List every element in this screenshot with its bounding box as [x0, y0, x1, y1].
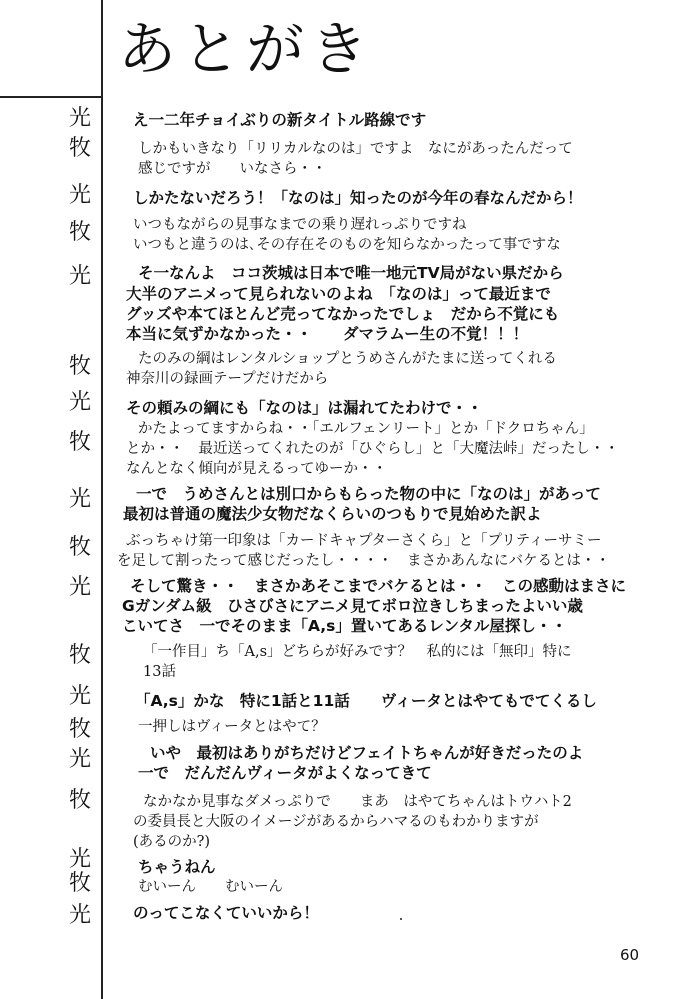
- dialogue-line: 一で だんだんヴィータがよくなってきて: [138, 764, 432, 782]
- speaker-label: 牧: [68, 430, 91, 455]
- speaker-label: 光: [68, 183, 91, 208]
- dialogue-line: のってこなくていいから！: [133, 904, 319, 922]
- dialogue-line: 13話: [143, 664, 176, 680]
- dialogue-line: を足して割ったって感じだったし・・・・ まさかあんなにバケるとは・・: [117, 553, 610, 569]
- dialogue-line: ぶっちゃけ第一印象は「カードキャプターさくら」と「プリティーサミー: [126, 533, 602, 549]
- ink-speck: [400, 918, 402, 920]
- speaker-label: 光: [68, 747, 91, 772]
- dialogue-line: え一二年チョイぶりの新タイトル路線です: [133, 111, 427, 129]
- speaker-label: 牧: [68, 535, 91, 560]
- dialogue-line: とか・・ 最近送ってくれたのが「ひぐらし」と「大魔法峠」だったし・・: [126, 441, 619, 457]
- dialogue-line: 「A,s」かな 特に1話と11話 ヴィータとはやてもでてくるし: [135, 692, 597, 710]
- dialogue-line: の委員長と大阪のイメージがあるからハマるのもわかりますが: [133, 814, 539, 830]
- speaker-label: 光: [68, 684, 91, 709]
- speaker-label: 牧: [68, 788, 91, 813]
- speaker-label: 牧: [68, 871, 91, 896]
- speaker-label: 牧: [68, 354, 91, 379]
- speaker-label: 光: [68, 575, 91, 600]
- dialogue-line: むいーん むいーん: [138, 879, 283, 895]
- dialogue-line: そ一なんよ ココ茨城は日本で唯一地元TV局がない県だから: [138, 264, 564, 282]
- dialogue-line: いつもと違うのは､その存在そのものを知らなかったって事ですな: [133, 237, 561, 253]
- dialogue-line: こいてさ 一でそのまま「A,s」置いてあるレンタル屋探し・・: [122, 617, 567, 635]
- dialogue-line: かたよってますからね・・「エルフェンリート」とか「ドクロちゃん」: [138, 421, 594, 437]
- speaker-label: 牧: [68, 717, 91, 742]
- dialogue-line: そして驚き・・ まさかあそこまでバケるとは・・ この感動はまさに: [130, 577, 627, 595]
- speaker-label: 光: [68, 106, 91, 131]
- dialogue-line: 最初は普通の魔法少女物だなくらいのつもりで見始めた訳よ: [123, 505, 542, 523]
- speaker-label: 牧: [68, 136, 91, 161]
- speaker-label: 牧: [68, 643, 91, 668]
- title-underline: [0, 96, 103, 98]
- dialogue-line: いつもながらの見事なまでの乗り遅れっぷりですね: [133, 217, 467, 233]
- dialogue-line: ちゃうねん: [138, 858, 216, 876]
- dialogue-line: 感じですが いなさら・・: [138, 161, 327, 177]
- speaker-label: 牧: [68, 220, 91, 245]
- dialogue-line: たのみの綱はレンタルショップとうめさんがたまに送ってくれる: [138, 351, 557, 367]
- dialogue-line: しかたないだろう！「なのは」知ったのが今年の春なんだから！: [133, 189, 583, 207]
- dialogue-line: 一押しはヴィータとはやて？: [138, 719, 326, 735]
- dialogue-line: いや 最初はありがちだけどフェイトちゃんが好きだったのよ: [150, 744, 584, 762]
- page-number: 60: [620, 946, 640, 964]
- dialogue-line: 本当に気ずかなかった・・ ダマラムー生の不覚！！！: [126, 325, 529, 343]
- speaker-label: 光: [68, 390, 91, 415]
- dialogue-line: グッズや本てほとんど売ってなかったでしょ だから不覚にも: [126, 305, 560, 323]
- speaker-label: 光: [68, 847, 91, 872]
- margin-rule-vertical: [101, 0, 103, 999]
- dialogue-line: 「一作目」ち「A,s」どちらが好みです？ 私的には「無印」特に: [143, 644, 572, 660]
- dialogue-line: 神奈川の録画テープだけだから: [126, 371, 329, 387]
- dialogue-line: なんとなく傾向が見えるってゆーか・・: [126, 461, 387, 477]
- speaker-label: 光: [68, 903, 91, 928]
- dialogue-line: 一で うめさんとは別口からもらった物の中に「なのは」があって: [136, 485, 601, 503]
- dialogue-line: (あるのか?): [133, 834, 211, 850]
- page-title: あとがき: [118, 15, 375, 83]
- dialogue-line: なかなか見事なダメっぷりで まあ はやてちゃんはトウハト2: [143, 794, 572, 810]
- dialogue-line: その頼みの綱にも「なのは」は漏れてたわけで・・: [126, 399, 483, 417]
- speaker-label: 光: [68, 487, 91, 512]
- speaker-label: 光: [68, 264, 91, 289]
- dialogue-line: Gガンダム級 ひさびさにアニメ見てボロ泣きしちまったよいい歳: [122, 597, 583, 615]
- dialogue-line: 大半のアニメって見られないのよね 「なのは」って最近まで: [126, 285, 551, 303]
- dialogue-line: しかもいきなり「リリカルなのは」ですよ なにがあったんだって: [138, 141, 573, 157]
